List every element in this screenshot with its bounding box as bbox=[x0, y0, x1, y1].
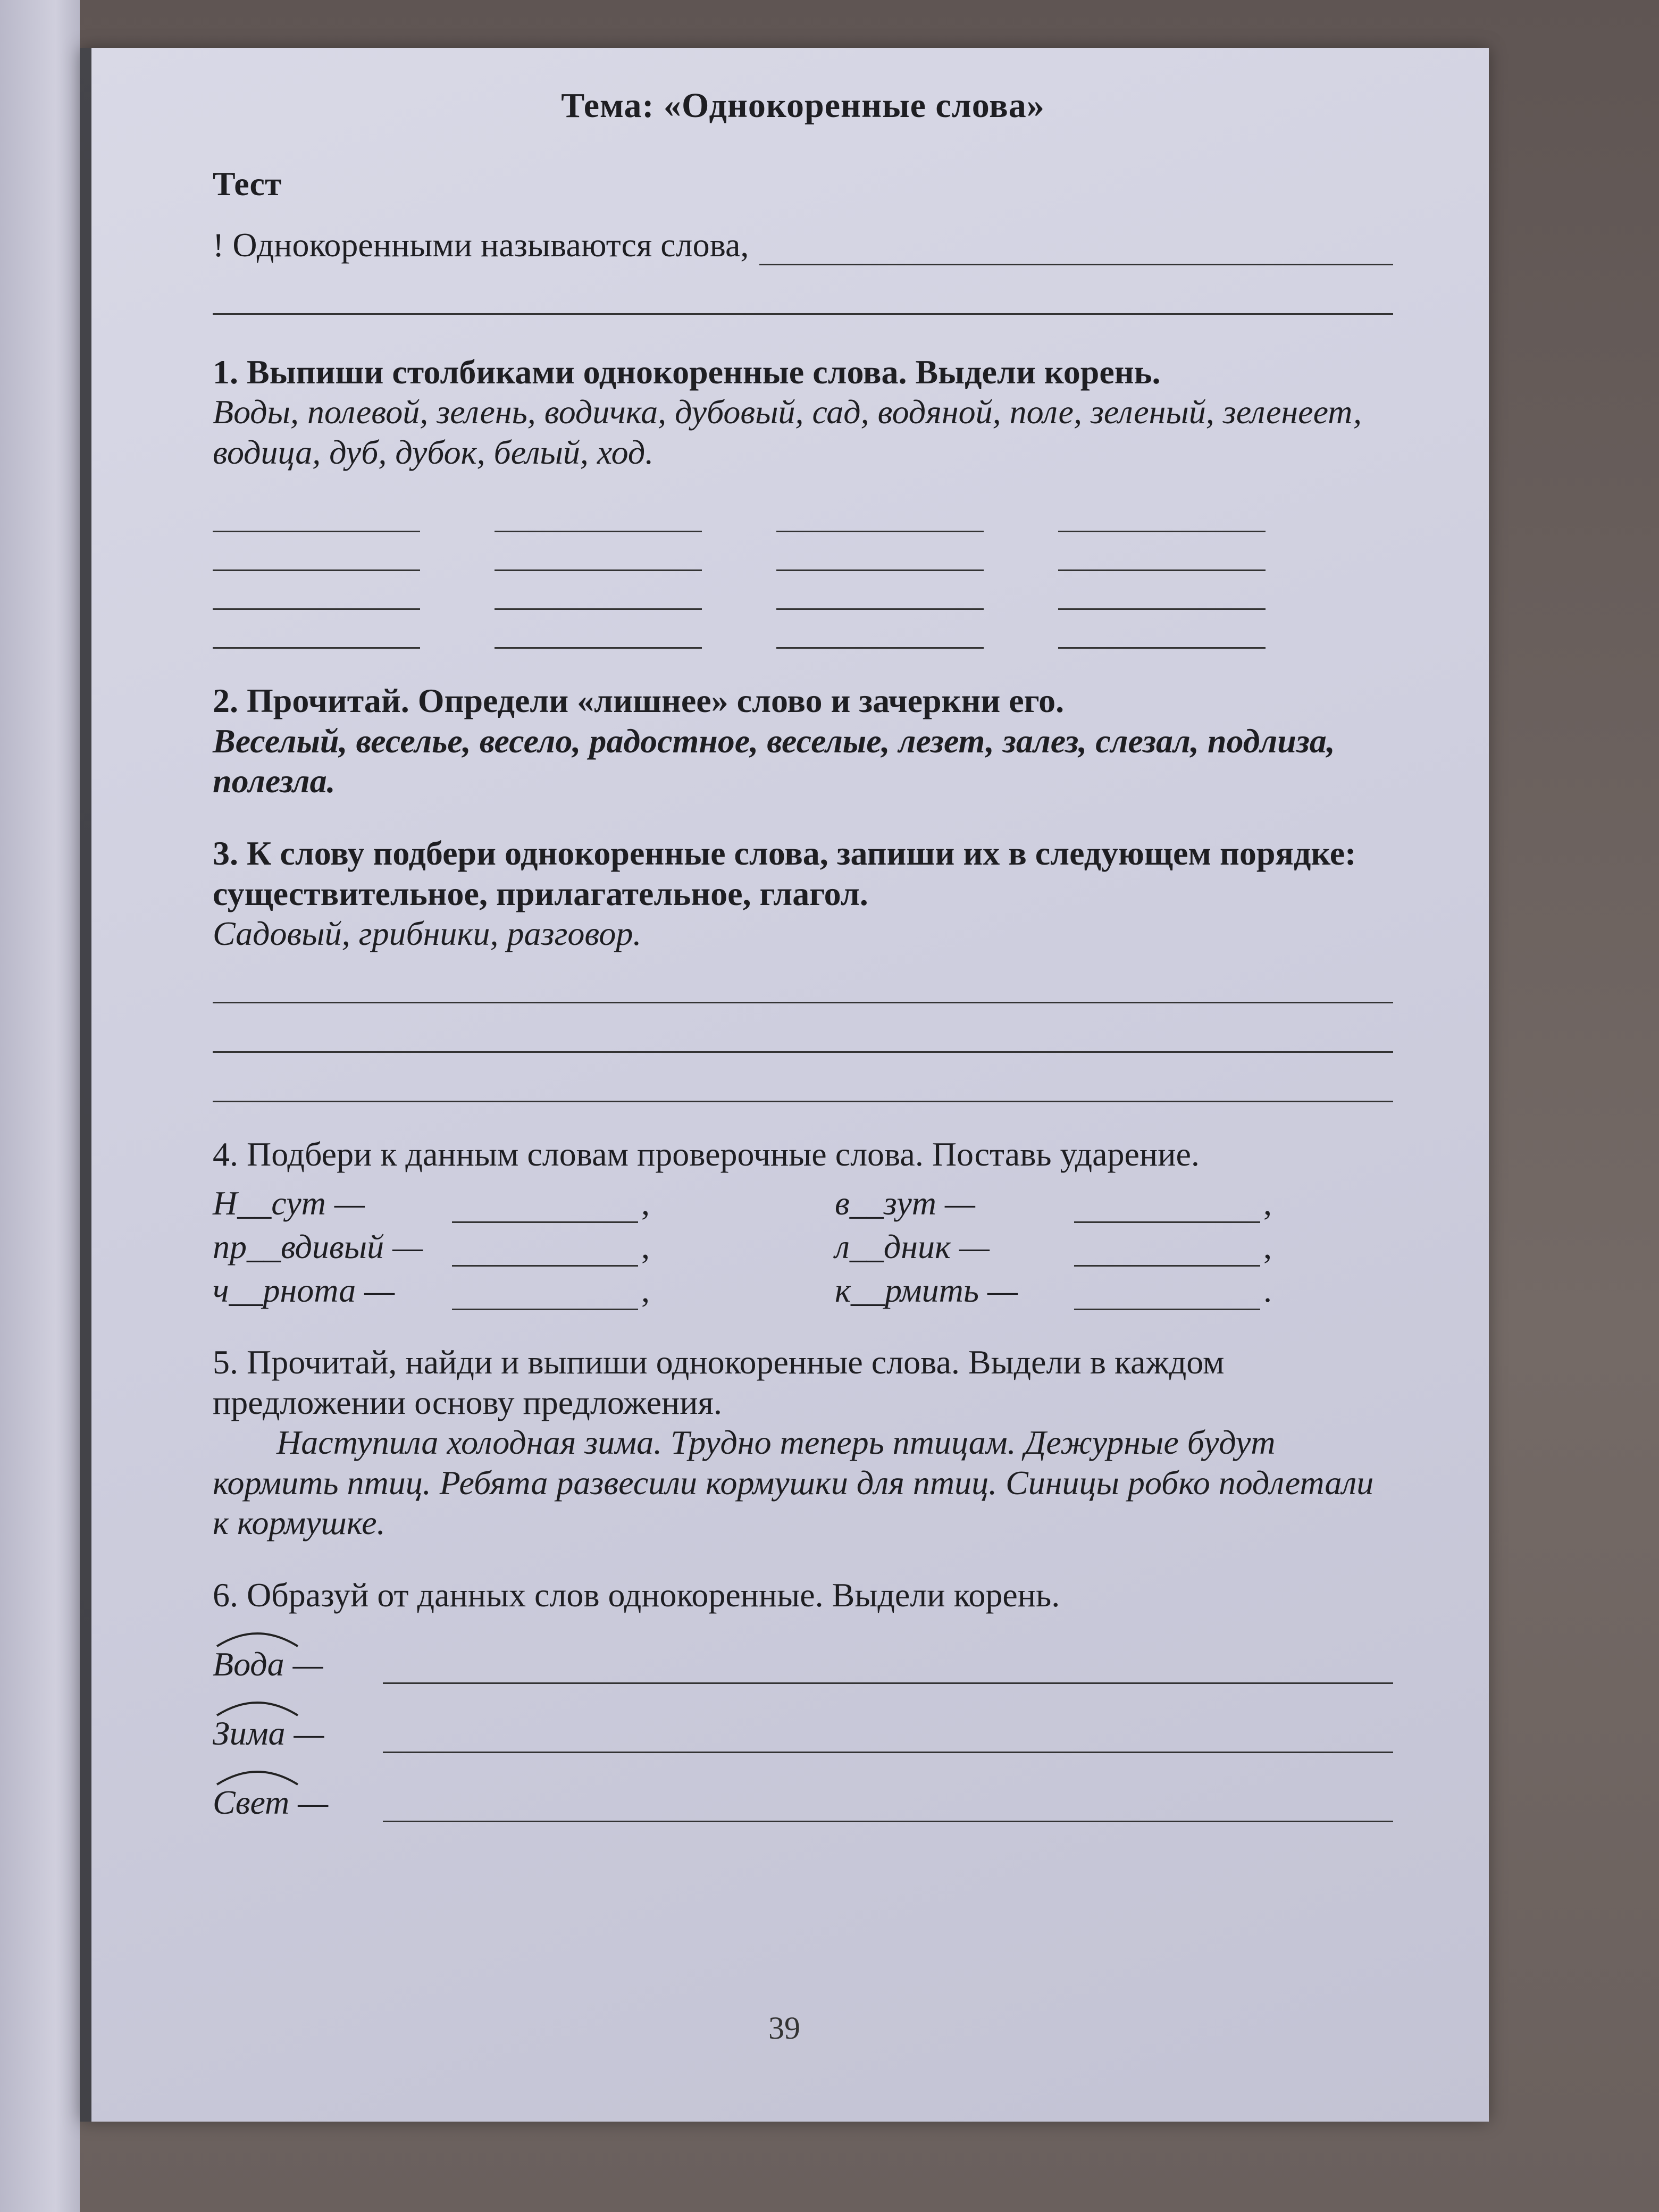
definition-answer-line[interactable] bbox=[759, 237, 1393, 265]
task-4-left-column bbox=[213, 1179, 771, 1310]
word-with-gap: ч__рнота — bbox=[213, 1271, 395, 1309]
task-4-right-column bbox=[835, 1179, 1393, 1310]
answer-line[interactable] bbox=[383, 1653, 1393, 1684]
page-number: 39 bbox=[768, 2010, 800, 2046]
word-pair bbox=[213, 1267, 771, 1310]
punctuation: , bbox=[1263, 1184, 1272, 1222]
word-with-gap: л__дник — bbox=[835, 1227, 990, 1266]
task-1 bbox=[213, 352, 1393, 649]
task-6-title: 6. Образуй от данных слов однокоренные. Выдели корень. bbox=[213, 1576, 1060, 1614]
answer-column bbox=[213, 493, 420, 649]
answer-column bbox=[1058, 493, 1266, 649]
word-pair bbox=[835, 1179, 1393, 1223]
task-3-words: Садовый, грибники, разговор. bbox=[213, 915, 642, 953]
word-pair bbox=[213, 1179, 771, 1223]
answer-line[interactable] bbox=[213, 1003, 1393, 1053]
task-4-title: 4. Подбери к данным словам проверочные слова. Поставь ударение. bbox=[213, 1135, 1200, 1173]
answer-line[interactable] bbox=[213, 493, 420, 532]
answer-line[interactable] bbox=[1058, 532, 1266, 571]
task-3 bbox=[213, 833, 1393, 1102]
task-2 bbox=[213, 681, 1393, 801]
word-pair bbox=[835, 1267, 1393, 1310]
answer-line[interactable] bbox=[495, 571, 702, 610]
task-5 bbox=[213, 1342, 1393, 1543]
punctuation: , bbox=[1263, 1227, 1272, 1266]
check-word-line[interactable] bbox=[1074, 1238, 1260, 1267]
root-word-row bbox=[213, 1615, 1393, 1684]
answer-line[interactable] bbox=[1058, 571, 1266, 610]
root-word-row bbox=[213, 1684, 1393, 1753]
word-pair bbox=[213, 1223, 771, 1267]
word-with-gap: в__зут — bbox=[835, 1184, 975, 1222]
test-heading: Тест bbox=[213, 164, 282, 203]
root-arc-icon bbox=[215, 1695, 300, 1716]
answer-column bbox=[495, 493, 702, 649]
task-4 bbox=[213, 1134, 1393, 1311]
definition-row bbox=[213, 225, 1393, 265]
answer-line[interactable] bbox=[776, 571, 984, 610]
answer-line[interactable] bbox=[213, 1053, 1393, 1102]
task-5-text: Наступила холодная зима. Трудно теперь птицам. Дежурные будут кормить птиц. Ребята развесили кормушки для птиц. Синицы робко подлетали к кормушке. bbox=[213, 1423, 1374, 1542]
answer-line[interactable] bbox=[776, 532, 984, 571]
answer-line[interactable] bbox=[383, 1722, 1393, 1753]
root-arc-icon bbox=[215, 1626, 300, 1647]
answer-line[interactable] bbox=[495, 493, 702, 532]
task-1-answer-columns bbox=[213, 493, 1393, 649]
root-word-label: Свет — bbox=[213, 1783, 329, 1821]
answer-line[interactable] bbox=[213, 954, 1393, 1003]
task-5-title: 5. Прочитай, найди и выпиши однокоренные слова. Выдели в каждом предложении основу предложения. bbox=[213, 1343, 1225, 1421]
punctuation: . bbox=[1263, 1271, 1272, 1309]
word-pair bbox=[835, 1223, 1393, 1267]
root-word-row bbox=[213, 1753, 1393, 1822]
task-3-title: 3. К слову подбери однокоренные слова, запиши их в следующем порядке: существительное, прилагательное, глагол. bbox=[213, 834, 1356, 912]
word-with-gap: Н__сут — bbox=[213, 1184, 365, 1222]
task-2-words: Веселый, веселье, весело, радостное, веселые, лезет, залез, слезал, подлиза, полезла. bbox=[213, 722, 1335, 800]
definition-text: ! Однокоренными называются слова, bbox=[213, 226, 749, 264]
page-title: Тема: «Однокоренные слова» bbox=[561, 86, 1045, 125]
root-word bbox=[213, 1782, 372, 1823]
check-word-line[interactable] bbox=[452, 1238, 638, 1267]
left-page-background bbox=[0, 0, 80, 2212]
answer-line[interactable] bbox=[1058, 610, 1266, 649]
task-2-title: 2. Прочитай. Определи «лишнее» слово и зачеркни его. bbox=[213, 682, 1065, 720]
root-word bbox=[213, 1644, 372, 1685]
task-6 bbox=[213, 1575, 1393, 1823]
answer-line[interactable] bbox=[1058, 493, 1266, 532]
answer-line[interactable] bbox=[213, 610, 420, 649]
punctuation: , bbox=[641, 1227, 650, 1266]
root-word-label: Вода — bbox=[213, 1645, 323, 1683]
answer-column bbox=[776, 493, 984, 649]
answer-line[interactable] bbox=[383, 1791, 1393, 1822]
punctuation: , bbox=[641, 1271, 650, 1309]
answer-line[interactable] bbox=[776, 493, 984, 532]
task-1-words: Воды, полевой, зелень, водичка, дубовый, сад, водяной, поле, зеленый, зеленеет, водица, дуб, дубок, белый, ход. bbox=[213, 393, 1362, 471]
root-word bbox=[213, 1713, 372, 1754]
task-3-answer-lines bbox=[213, 954, 1393, 1102]
page-content bbox=[213, 85, 1393, 1854]
check-word-line[interactable] bbox=[1074, 1195, 1260, 1223]
answer-line[interactable] bbox=[495, 532, 702, 571]
check-word-line[interactable] bbox=[452, 1195, 638, 1223]
answer-line[interactable] bbox=[776, 610, 984, 649]
page-binding-edge bbox=[80, 48, 91, 2122]
word-with-gap: пр__вдивый — bbox=[213, 1227, 423, 1266]
answer-line[interactable] bbox=[213, 571, 420, 610]
worksheet-page bbox=[80, 48, 1489, 2122]
definition-answer-line-2[interactable] bbox=[213, 281, 1393, 315]
punctuation: , bbox=[641, 1184, 650, 1222]
root-word-label: Зима — bbox=[213, 1714, 324, 1752]
check-word-line[interactable] bbox=[1074, 1282, 1260, 1310]
check-word-line[interactable] bbox=[452, 1282, 638, 1310]
answer-line[interactable] bbox=[213, 532, 420, 571]
task-4-word-pairs bbox=[213, 1179, 1393, 1310]
root-arc-icon bbox=[215, 1764, 300, 1786]
word-with-gap: к__рмить — bbox=[835, 1271, 1018, 1309]
task-1-title: 1. Выпиши столбиками однокоренные слова. Выдели корень. bbox=[213, 353, 1161, 391]
answer-line[interactable] bbox=[495, 610, 702, 649]
